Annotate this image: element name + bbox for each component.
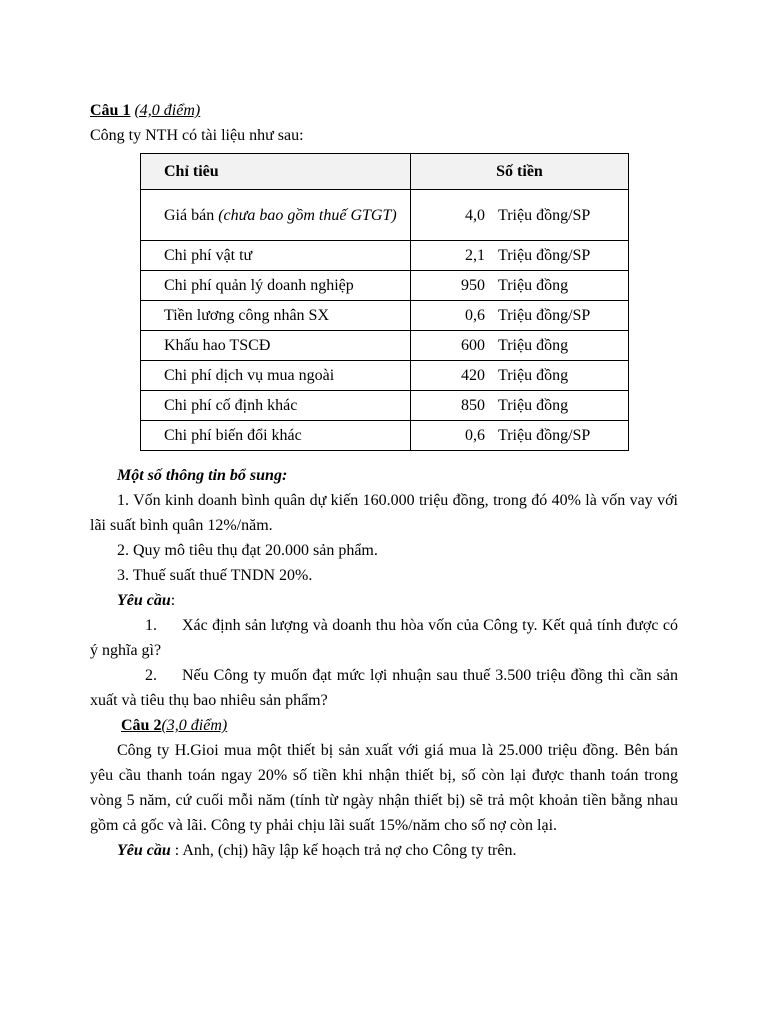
row-name: Chi phí vật tư	[141, 241, 411, 271]
requirement-item	[90, 663, 678, 713]
table-row	[141, 361, 629, 391]
table-row	[141, 241, 629, 271]
q1-title: Câu 1	[90, 102, 131, 119]
table-header-row	[141, 154, 629, 190]
row-unit: Triệu đồng	[498, 337, 569, 354]
row-unit: Triệu đồng	[498, 397, 569, 414]
row-value: 4,0	[465, 206, 485, 224]
q2-body: Công ty H.Gioi mua một thiết bị sản xuất với giá mua là 25.000 triệu đồng. Bên bán yêu cầu thanh toán ngay 20% số tiền khi nhận thiết bị, số còn lại được thanh toán trong vòng 5 năm, cứ cuối mỗi năm (tính từ ngày nhận thiết bị) sẽ trả một khoản tiền bằng nhau gồm cả gốc và lãi. Công ty phải chịu lãi suất 15%/năm cho số nợ còn lại.	[90, 742, 678, 834]
requirement-item	[90, 613, 678, 663]
row-amount	[411, 391, 629, 421]
row-amount	[411, 361, 629, 391]
header-so-tien: Số tiền	[411, 154, 629, 190]
q1-requirement-heading	[90, 588, 678, 613]
row-unit: Triệu đồng/SP	[498, 247, 591, 264]
row-amount	[411, 190, 629, 241]
row-value: 600	[461, 337, 485, 354]
requirement-label: Yêu cầu	[117, 842, 171, 859]
row-amount	[411, 241, 629, 271]
row-unit: Triệu đồng/SP	[498, 206, 591, 224]
table-row	[141, 301, 629, 331]
row-unit: Triệu đồng/SP	[498, 307, 591, 324]
row-name: Chi phí dịch vụ mua ngoài	[141, 361, 411, 391]
row-name	[141, 190, 411, 241]
table-row	[141, 391, 629, 421]
table-row	[141, 271, 629, 301]
extra-info-heading: Một số thông tin bổ sung:	[117, 467, 288, 484]
row-name: Chi phí biến đổi khác	[141, 421, 411, 451]
row-unit: Triệu đồng/SP	[498, 427, 591, 444]
row-value: 420	[461, 367, 485, 384]
extra-item: 3. Thuế suất thuế TNDN 20%.	[117, 567, 313, 584]
row-name: Tiền lương công nhân SX	[141, 301, 411, 331]
cost-table	[140, 153, 629, 451]
row-name-text: Giá bán	[164, 206, 219, 224]
header-chi-tieu: Chỉ tiêu	[141, 154, 411, 190]
table-row	[141, 190, 629, 241]
requirement-number: 2.	[145, 667, 157, 684]
extra-item: 1. Vốn kinh doanh bình quân dự kiến 160.000 triệu đồng, trong đó 40% là vốn vay với lãi suất bình quân 12%/năm.	[90, 492, 678, 534]
q2-requirement	[90, 838, 678, 863]
row-unit: Triệu đồng	[498, 367, 569, 384]
table-row	[141, 331, 629, 361]
q1-heading	[90, 98, 678, 123]
q1-intro: Công ty NTH có tài liệu như sau:	[90, 127, 304, 144]
exam-page	[90, 98, 678, 863]
row-unit: Triệu đồng	[498, 277, 569, 294]
requirement-text: : Anh, (chị) hãy lập kế hoạch trả nợ cho Công ty trên.	[170, 842, 517, 859]
q2-title: Câu 2	[121, 717, 162, 734]
requirement-text: Nếu Công ty muốn đạt mức lợi nhuận sau thuế 3.500 triệu đồng thì cần sản xuất và tiêu thụ bao nhiêu sản phẩm?	[90, 667, 678, 709]
requirement-colon: :	[170, 592, 176, 609]
row-value: 950	[461, 277, 485, 294]
row-amount	[411, 301, 629, 331]
row-value: 0,6	[465, 307, 485, 324]
row-value: 0,6	[465, 427, 485, 444]
row-name-note: (chưa bao gồm thuế GTGT)	[218, 206, 397, 224]
row-amount	[411, 331, 629, 361]
row-name: Chi phí cố định khác	[141, 391, 411, 421]
requirement-text: Xác định sản lượng và doanh thu hòa vốn của Công ty. Kết quả tính được có ý nghĩa gì?	[90, 617, 678, 659]
requirement-label: Yêu cầu	[117, 592, 171, 609]
row-value: 850	[461, 397, 485, 414]
requirement-number: 1.	[145, 617, 157, 634]
q1-points: (4,0 điểm)	[134, 102, 201, 119]
extra-item: 2. Quy mô tiêu thụ đạt 20.000 sản phẩm.	[117, 542, 378, 559]
row-name: Khấu hao TSCĐ	[141, 331, 411, 361]
row-amount	[411, 271, 629, 301]
q2-points: (3,0 điểm)	[161, 717, 228, 734]
row-value: 2,1	[465, 247, 485, 264]
row-amount	[411, 421, 629, 451]
row-name: Chi phí quản lý doanh nghiệp	[141, 271, 411, 301]
table-row	[141, 421, 629, 451]
q2-heading	[90, 713, 678, 738]
